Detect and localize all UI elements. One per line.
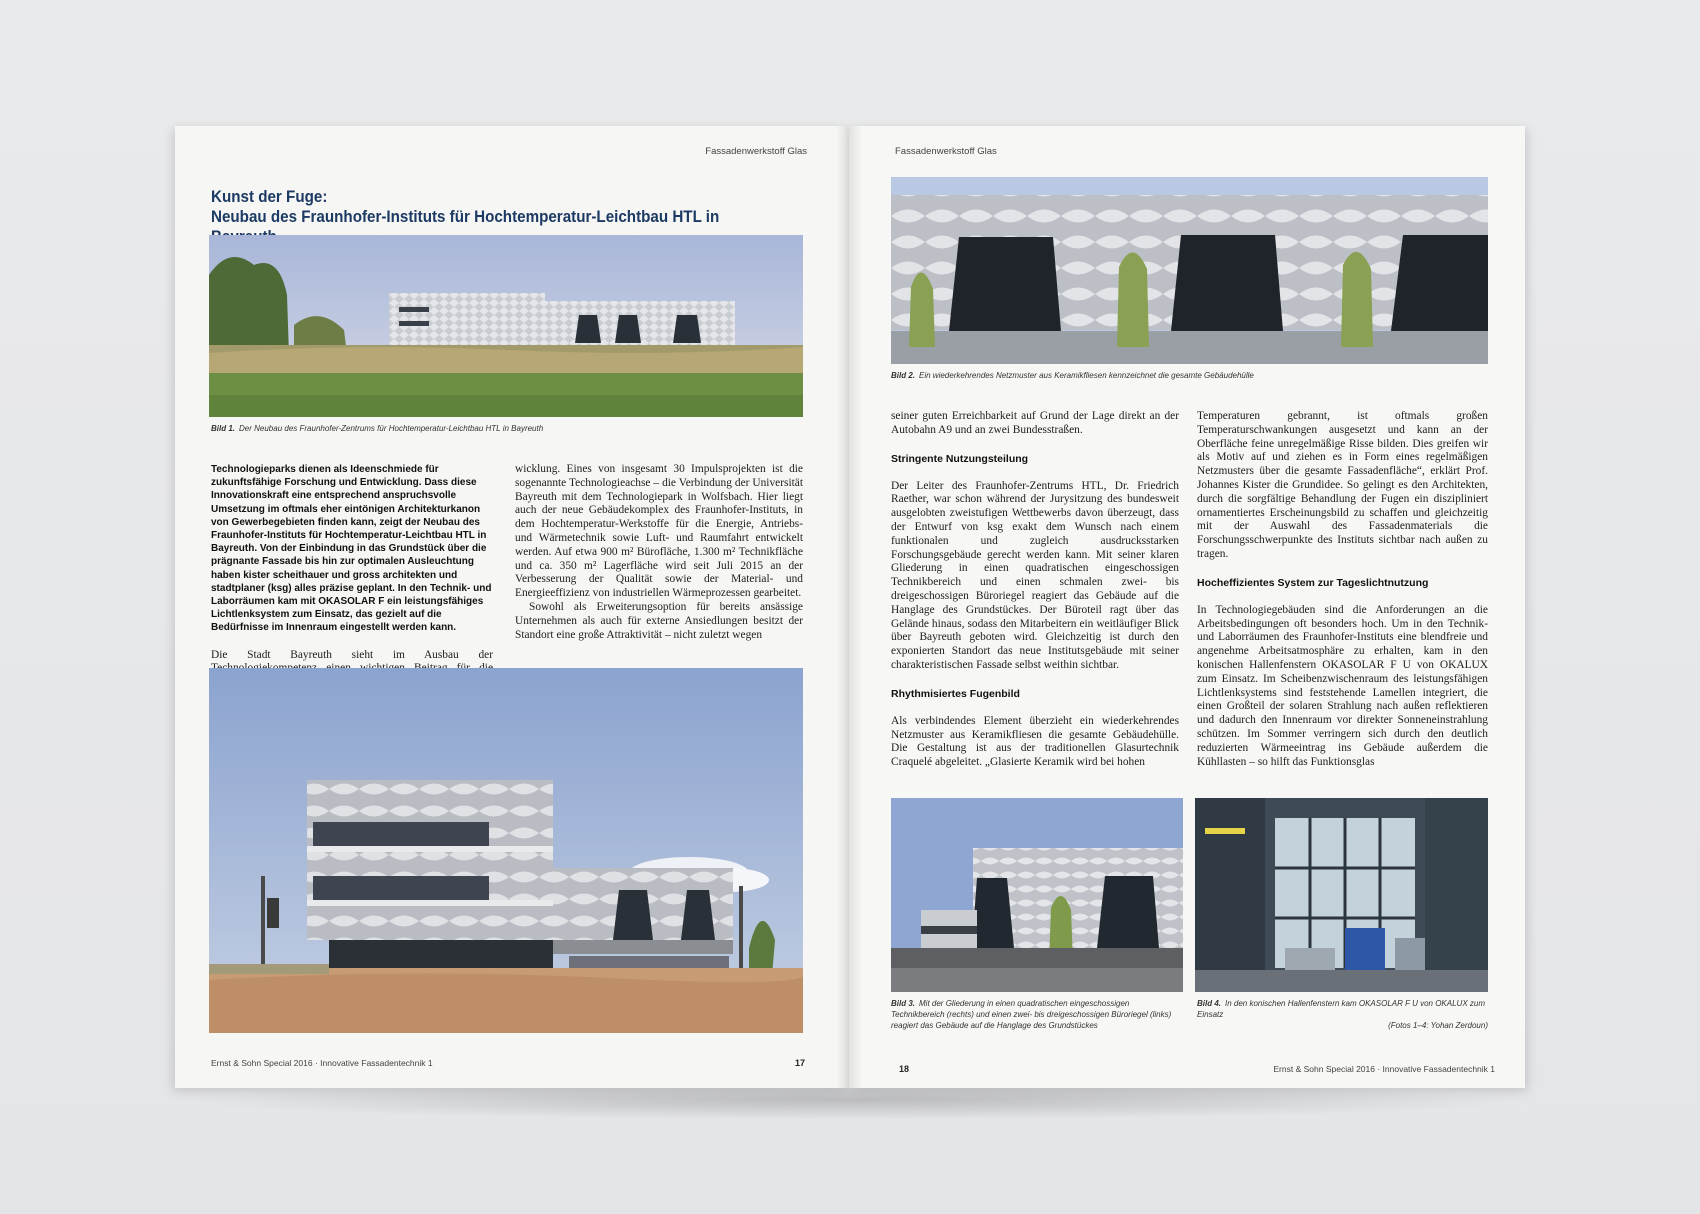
left-column-1 [211, 463, 493, 690]
title-line-1: Kunst der Fuge: [211, 188, 328, 206]
figure-1-label: Bild 1. [211, 424, 236, 433]
figure-2-caption [891, 370, 1488, 381]
figure-1-caption [211, 423, 801, 434]
right-column-1 [891, 410, 1179, 770]
right-paragraph-5: In Technologiegebäuden sind die Anforderungen an die Arbeitsbedingungen oft besonders hoch. Um in den Technik- und Laborräumen des Fraunhofer-Instituts eine blendfreie und angenehme Arbeitsatmosphäre zu erhalten, kam in den konischen Hallenfenstern OKASOLAR F U von OKALUX zum Einsatz. Im Scheibenzwischenraum des leistungsfähigen Lichtlenksystems sind feststehende Lamellen integriert, die einen Großteil der solaren Strahlung nach außen reflektieren und dadurch den Innenraum vor direkter Sonneneinstrahlung schützen. Im Sommer verringern sich durch den deutlich reduzierten Wärmeeintrag ins Gebäude außerdem die Kühllasten – so hilft das Funktionsglas [1197, 603, 1488, 768]
footer-right: Ernst & Sohn Special 2016 · Innovative Fassadentechnik 1 [1273, 1064, 1495, 1074]
figure-3-label: Bild 3. [891, 999, 916, 1008]
page-number-right: 18 [899, 1064, 910, 1074]
subheading-nutzungsteilung: Stringente Nutzungsteilung [891, 452, 1029, 465]
lead-paragraph: Technologieparks dienen als Ideenschmiede für zukunftsfähige Forschung und Entwicklung. Dass diese Innovationskraft eine entsprechend anspruchsvolle Umsetzung im oftmals eher eintönigen Architekturkanon von Gewerbegebieten finden kann, zeigt der Neubau des Fraunhofer-Instituts für Hochtemperatur-Leichtbau HTL in Bayreuth. Von der Einbindung in das Grundstück über die prägnante Fassade bis hin zur optimalen Ausleuchtung haben kister scheithauer und gross architekten und stadtplaner (ksg) alles präzise geplant. In den Technik- und Laborräumen kam mit OKASOLAR F ein leistungsfähiges Lichtlenksystem zum Einsatz, das gezielt auf die Bedürfnisse im Innenraum eingestellt werden kann. [211, 464, 492, 634]
right-page [849, 126, 1525, 1088]
right-paragraph-2: Der Leiter des Fraunhofer-Zentrums HTL, Dr. Friedrich Raether, war schon während der Jurysitzung des bundesweit ausgelobten zweistufigen Wettbewerbs davon überzeugt, dass der Entwurf von ksg exakt dem Wunsch nach einem funktionalen und zugleich ausdrucksstarken Forschungsgebäude gerecht werden kann. Mit seiner klaren Gliederung in einen quadratischen eingeschossigen Technikbereich und einen schmalen zwei- bis dreigeschossigen Büroriegel reagiert das Gebäude auf die Hanglage des Grundstückes. Der Büroteil ragt über das Gelände hinaus, sodass den Mitarbeitern ein weitläufiger Blick über Bayreuth geboten wird. Gleichzeitig ist durch den exponierten Standort das neue Institutsgebäude mit seiner charakteristischen Fassade selbst weithin sichtbar. [891, 479, 1179, 671]
body-paragraph-3: Sowohl als Erweiterungsoption für bereits ansässige Unternehmen als auch für externe Ansiedlungen besitzt der Standort eine große Attraktivität – nicht zuletzt wegen [515, 600, 803, 641]
figure-2-caption-text: Ein wiederkehrendes Netzmuster aus Keramikfliesen kennzeichnet die gesamte Gebäudehülle [919, 371, 1254, 380]
figure-3-photo [891, 798, 1183, 992]
running-head-right: Fassadenwerkstoff Glas [895, 146, 997, 157]
figure-2-label: Bild 2. [891, 371, 916, 380]
right-column-2 [1197, 410, 1488, 769]
footer-left: Ernst & Sohn Special 2016 · Innovative Fassadentechnik 1 [211, 1058, 433, 1068]
figure-3-caption [891, 998, 1183, 1031]
right-paragraph-1: seiner guten Erreichbarkeit auf Grund der Lage direkt an der Autobahn A9 und an zwei Bundesstraßen. [891, 410, 1179, 436]
figure-4-caption [1197, 998, 1488, 1031]
photo-credit: (Fotos 1–4: Yohan Zerdoun) [1388, 1021, 1488, 1030]
figure-4-label: Bild 4. [1197, 999, 1222, 1008]
figure-4-photo [1195, 798, 1488, 992]
figure-2-photo [891, 177, 1488, 364]
page-number-left: 17 [795, 1058, 806, 1068]
title-line-2: Neubau des Fraunhofer-Instituts für Hochtemperatur-Leichtbau HTL in [211, 208, 720, 226]
subheading-tageslicht: Hocheffizientes System zur Tageslichtnutzung [1197, 576, 1429, 589]
body-paragraph-1: Die Stadt Bayreuth sieht im Ausbau der [211, 648, 493, 661]
running-head-left: Fassadenwerkstoff Glas [705, 146, 807, 157]
figure-4-caption-text: In den konischen Hallenfenstern kam OKASOLAR F U von OKALUX zum Einsatz [1197, 999, 1485, 1019]
figure-1-photo [209, 235, 803, 417]
left-page [175, 126, 849, 1088]
figure-3-caption-text: Mit der Gliederung in einen quadratischen eingeschossigen Technikbereich (rechts) und einen zwei- bis dreigeschossigen Büroriegel (links) reagiert das Gebäude auf die Hanglage des Grundstückes [891, 999, 1172, 1030]
figure-1-caption-text: Der Neubau des Fraunhofer-Zentrums für Hochtemperatur-Leichtbau HTL in Bayreuth [239, 424, 544, 433]
left-column-2 [515, 463, 803, 642]
right-paragraph-4: Temperaturen gebrannt, ist oftmals großen Temperaturschwankungen ausgesetzt und kann an der Oberfläche feine unregelmäßige Risse bilden. Dies greifen wir als Motiv auf und ziehen es in Form eines regelmäßigen Netzmusters über die gesamte Fassadenfläche“, erklärt Prof. Johannes Kister die Grundidee. So gelingt es den Architekten, durch die sorgfältige Behandlung der Fugen ein diszipliniert ornamentiertes Erscheinungsbild zu schaffen und gleichzeitig mit der Auswahl des Fassadenmaterials die Forschungsschwerpunkte des Instituts sichtbar nach außen zu tragen. [1197, 410, 1488, 560]
right-paragraph-3: Als verbindendes Element überzieht ein wiederkehrendes Netzmuster aus Keramikfliesen die gesamte Gebäudehülle. Die Gestaltung ist aus der traditionellen Glasurtechnik Craquelé abgeleitet. „Glasierte Keramik wird bei hohen [891, 714, 1179, 769]
body-paragraph-2: wicklung. Eines von insgesamt 30 Impulsprojekten ist die sogenannte Technologieachse – die Verbindung der Universität Bayreuth mit dem Technologiepark in Wolfsbach. Hier liegt auch der neue Gebäudekomplex des Fraunhofer-Instituts, in dem Hochtemperatur-Werkstoffe für die Energie, Antriebs- und Wärmetechnik sowie Luft- und Raumfahrt entwickelt werden. Auf etwa 900 m² Bürofläche, 1.300 m² Technikfläche und ca. 350 m² Lagerfläche wird seit Juli 2015 an der Verbesserung der Qualität sowie der Material- und Energieeffizienz von industriellen Wärmeprozessen gearbeitet. [515, 463, 803, 600]
subheading-fugenbild: Rhythmisiertes Fugenbild [891, 687, 1020, 700]
large-building-photo [209, 668, 803, 1033]
